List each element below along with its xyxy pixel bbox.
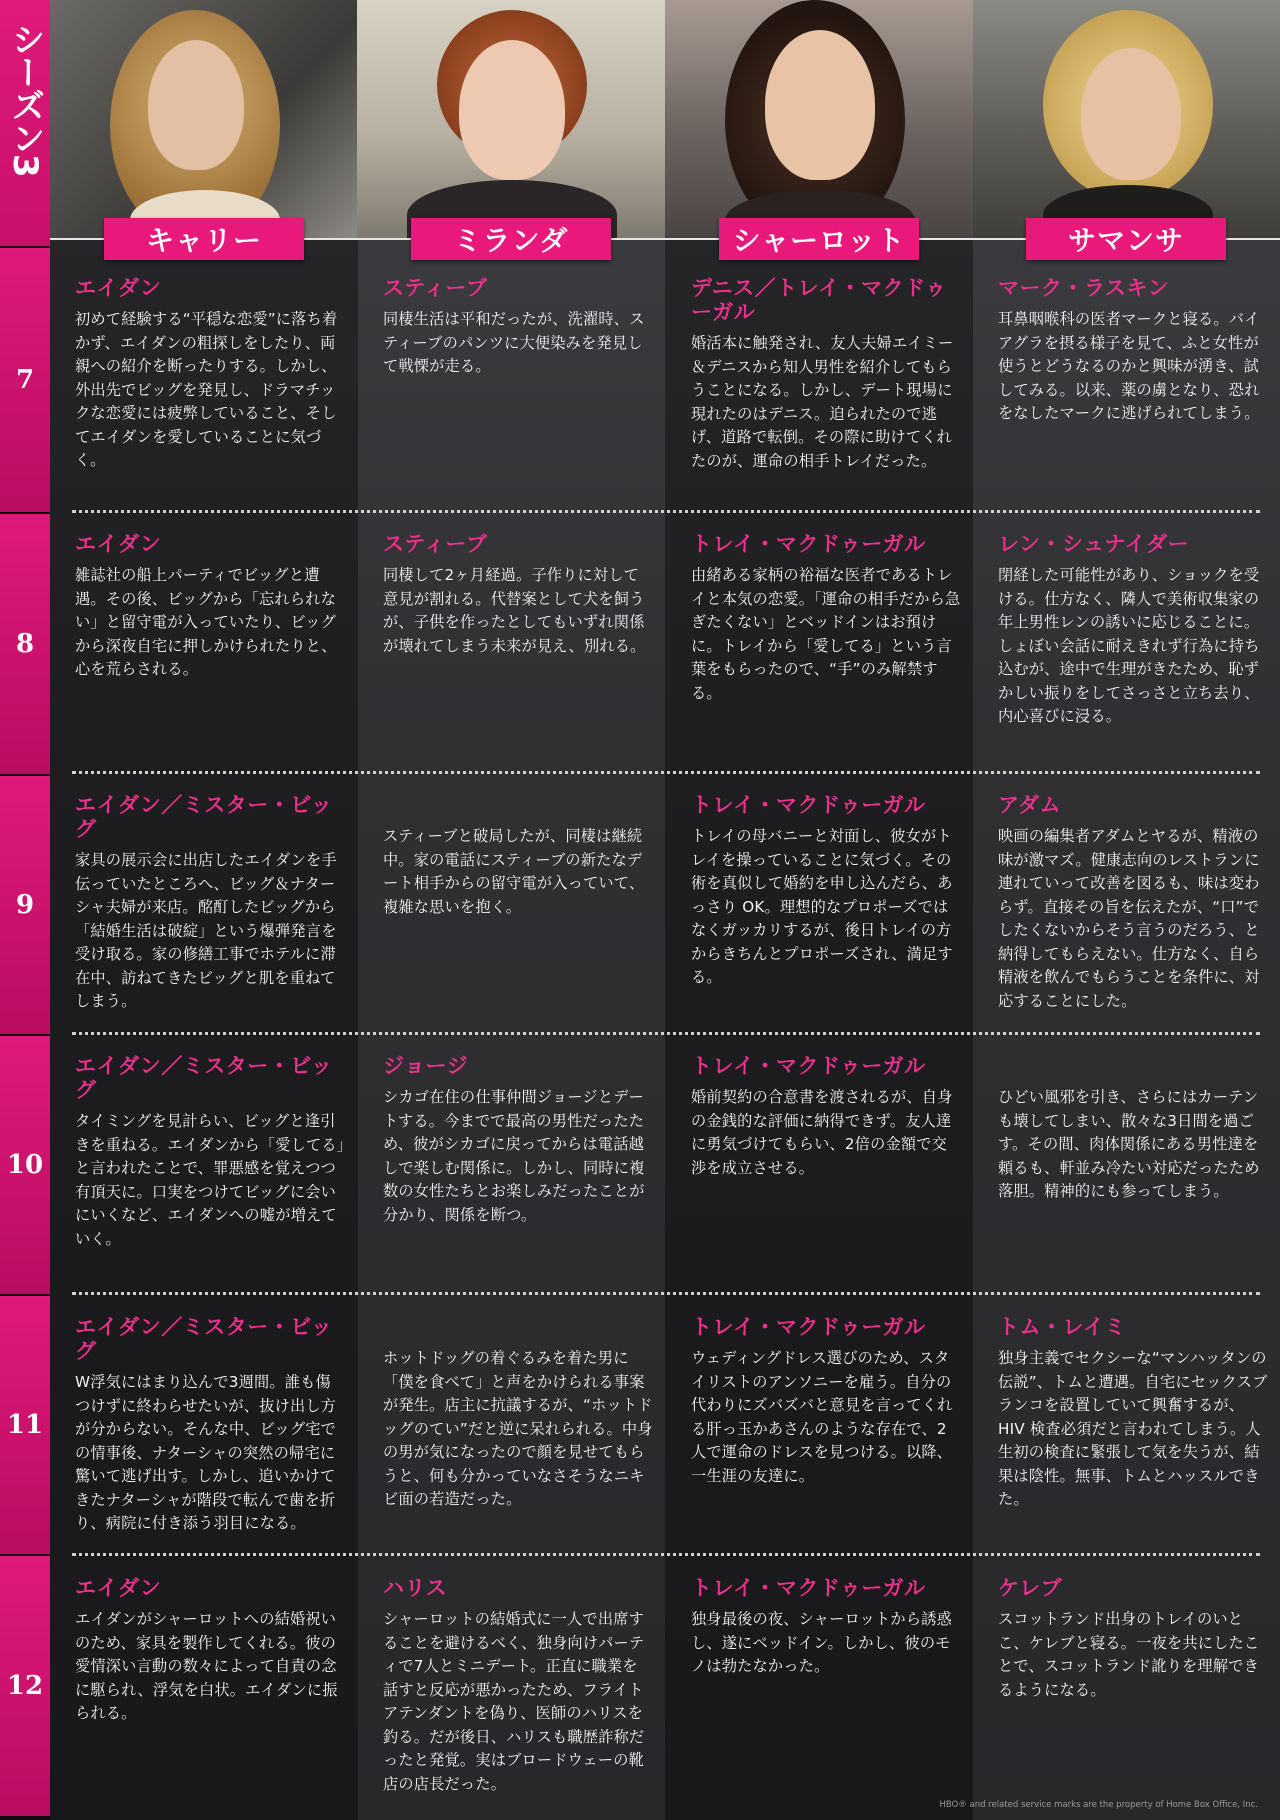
name-banner-samantha: サマンサ <box>1026 218 1226 260</box>
name-banner-carrie: キャリー <box>104 218 304 260</box>
episode-summary: ウェディングドレス選びのため、スタイリストのアンソニーを雇う。自分の代わりにズバズバと意見を言ってくれる肝っ玉かあさんのような存在で、2人で運命のドレスを見つける。以降、一生涯の友達に。 <box>691 1349 953 1485</box>
partner-name: トレイ・マクドゥーガル <box>691 1315 926 1339</box>
portrait-miranda <box>357 0 665 238</box>
episode-summary: スティーブと破局したが、同棲は継続中。家の電話にスティーブの新たなデート相手からの留守電が入っていて、複雑な思いを抱く。 <box>383 827 645 916</box>
episode-number: 12 <box>6 1671 44 1701</box>
cell-ep7-samantha <box>998 276 1268 426</box>
partner-name: エイダン <box>75 1576 162 1600</box>
episode-summary: 独身主義でセクシーな“マンハッタンの伝説”、トムと遭遇。自宅にセックスブランコを設置していて興奮するが、HIV 検査必須だと言われてしまう。人生初の検査に緊張して気を失うが、結果は陰性。無事、トムとハッスルできた。 <box>998 1349 1268 1508</box>
cell-ep11-carrie <box>75 1315 345 1536</box>
partner-name: スティーブ <box>383 532 488 556</box>
cell-ep10-carrie <box>75 1054 345 1251</box>
episode-summary: 映画の編集者アダムとヤるが、精液の味が激マズ。健康志向のレストランに連れていって改善を図るも、味は変わらず。直接その旨を伝えたが、“口”でしたくないからそう言うのだろう、と納得してもらえない。仕方なく、自ら精液を飲んでもらうことを条件に、対応することにした。 <box>998 827 1260 1010</box>
episode-marker-12 <box>0 1556 50 1816</box>
cell-ep10-miranda <box>383 1054 653 1227</box>
season-label: シーズン3 <box>5 22 45 177</box>
episode-summary: 耳鼻咽喉科の医者マークと寝る。バイアグラを摂る様子を見て、ふと女性が使うとどうなるのかと興味が湧き、試してみる。以来、薬の虜となり、恐れをなしたマークに逃げられてしまう。 <box>998 310 1260 422</box>
episode-summary: シャーロットの結婚式に一人で出席することを避けるべく、独身向けパーティで7人とミニデート。正直に職業を話すと反応が悪かったため、フライトアテンダントを偽り、医師のハリスを釣る。だが後日、ハリスも職歴詐称だったと発覚。実はブロードウェーの靴店の店長だった。 <box>383 1610 645 1793</box>
episode-summary: 婚前契約の合意書を渡されるが、自身の金銭的な評価に納得できず。友人達に勇気づけてもらい、2倍の金額で交渉を成立させる。 <box>691 1088 953 1177</box>
episode-marker-8 <box>0 514 50 774</box>
partner-name: アダム <box>998 793 1062 817</box>
partner-name: エイダン／ミスター・ビッグ <box>75 1054 333 1102</box>
sidebar <box>0 0 50 1820</box>
episode-number: 8 <box>15 629 35 659</box>
episode-summary: 同棲生活は平和だったが、洗濯時、スティーブのパンツに大便染みを発見して戦慄が走る。 <box>383 310 645 375</box>
partner-name: デニス／トレイ・マクドゥーガル <box>691 276 947 324</box>
portrait-strip <box>50 0 1280 240</box>
partner-name: トレイ・マクドゥーガル <box>691 1576 926 1600</box>
cell-ep10-charlotte <box>691 1054 961 1180</box>
partner-name: トレイ・マクドゥーガル <box>691 793 926 817</box>
cell-ep9-charlotte <box>691 793 961 990</box>
cell-ep7-charlotte <box>691 276 961 473</box>
episode-summary: 初めて経験する“平穏な恋愛”に落ち着かず、エイダンの粗探しをしたり、両親への紹介を断ったりする。しかし、外出先でビッグを発見し、ドラマチックな恋愛には疲弊していること、そしてエイダンを愛していることに気づく。 <box>75 310 338 469</box>
portrait-carrie <box>50 0 357 238</box>
cell-ep8-carrie <box>75 532 345 682</box>
cell-ep8-samantha <box>998 532 1268 729</box>
cell-ep7-miranda <box>383 276 653 379</box>
row-divider <box>72 1292 1260 1295</box>
partner-name: トレイ・マクドゥーガル <box>691 532 926 556</box>
episode-summary: エイダンがシャーロットへの結婚祝いのため、家具を製作してくれる。彼の愛情深い言動の数々によって自責の念に駆られ、浮気を白状。エイダンに振られる。 <box>75 1610 338 1722</box>
partner-name: ジョージ <box>383 1054 469 1078</box>
cell-ep9-carrie <box>75 793 345 1014</box>
partner-name: マーク・ラスキン <box>998 276 1170 300</box>
cell-ep11-charlotte <box>691 1315 961 1488</box>
episode-summary: 同棲して2ヶ月経過。子作りに対して意見が割れる。代替案として犬を飼うが、子供を作ったとしてもいずれ関係が壊れてしまう未来が見え、別れる。 <box>383 566 646 655</box>
episode-marker-11 <box>0 1296 50 1554</box>
episode-summary: ひどい風邪を引き、さらにはカーテンも壊してしまい、散々な3日間を過ごす。その間、肉体関係にある男性達を頼るも、軒並み冷たい対応だったため落胆。精神的にも参ってしまう。 <box>998 1088 1260 1200</box>
episode-marker-9 <box>0 776 50 1034</box>
episode-summary: 閉経した可能性があり、ショックを受ける。仕方なく、隣人で美術収集家の年上男性レンの誘いに応じることに。しょぼい会話に耐えきれず行為に持ち込むが、途中で生理がきたため、恥ずかしい振りをしてさっさと立ち去り、内心喜びに浸る。 <box>998 566 1260 725</box>
row-divider <box>72 1032 1260 1035</box>
cell-ep11-miranda <box>383 1347 653 1512</box>
partner-name: ケレブ <box>998 1576 1063 1600</box>
cell-ep9-miranda <box>383 825 653 919</box>
episode-summary: タイミングを見計らい、ビッグと逢引きを重ねる。エイダンから「愛してる」と言われたことで、罪悪感を覚えつつ有頂天に。口実をつけてビッグに会いにいくなど、エイダンへの嘘が増えていく。 <box>75 1112 345 1248</box>
partner-name: エイダン <box>75 276 162 300</box>
portrait-charlotte <box>665 0 973 238</box>
cell-ep7-carrie <box>75 276 345 473</box>
episode-marker-10 <box>0 1036 50 1294</box>
cell-ep12-miranda <box>383 1576 653 1796</box>
episode-summary: トレイの母バニーと対面し、彼女がトレイを操っていることに気づく。その術を真似して婚約を申し込んだら、あっさり OK。理想的なプロポーズではなくガッカリするが、後日トレイの方からきちんとプロポーズされ、満足する。 <box>691 827 953 986</box>
episode-summary: スコットランド出身のトレイのいとこ、ケレブと寝る。一夜を共にしたことで、スコットランド訛りを理解できるようになる。 <box>998 1610 1260 1699</box>
partner-name: エイダン／ミスター・ビッグ <box>75 793 333 841</box>
episode-summary: シカゴ在住の仕事仲間ジョージとデートする。今までで最高の男性だったため、彼がシカゴに戻ってからは電話越しで楽しむ関係に。しかし、同時に複数の女性たちとお楽しみだったことが分かり、関係を断つ。 <box>383 1088 645 1224</box>
cell-ep8-charlotte <box>691 532 961 705</box>
row-divider <box>72 771 1260 774</box>
episode-number: 11 <box>6 1410 44 1440</box>
portrait-samantha <box>973 0 1280 238</box>
partner-name: トレイ・マクドゥーガル <box>691 1054 926 1078</box>
partner-name: ハリス <box>383 1576 448 1600</box>
episode-number: 7 <box>15 365 35 395</box>
cell-ep9-samantha <box>998 793 1268 1013</box>
cell-ep12-charlotte <box>691 1576 961 1679</box>
episode-summary: 雑誌社の船上パーティでビッグと遭遇。その後、ビッグから「忘れられない」と留守電が入っていたり、ビッグから深夜自宅に押しかけられたりと、心を荒らされる。 <box>75 566 337 678</box>
episode-summary: W浮気にはまり込んで3週間。誰も傷つけずに終わらせたいが、抜け出し方が分からない。そんな中、ビッグ宅での情事後、ナターシャの突然の帰宅に驚いて逃げ出す。しかし、追いかけてきたナターシャが階段で転んで歯を折り、病院に付き添う羽目になる。 <box>75 1373 337 1532</box>
partner-name: トム・レイミ <box>998 1315 1126 1339</box>
episode-summary: 婚活本に触発され、友人夫婦エイミー＆デニスから知人男性を紹介してもらうことになる。しかし、デート現場に現れたのはデニス。迫られたので逃げ、道路で転倒。その際に助けてくれたのが、運命の相手トレイだった。 <box>691 334 954 470</box>
cell-ep10-samantha <box>998 1086 1268 1204</box>
partner-name: エイダン／ミスター・ビッグ <box>75 1315 333 1363</box>
episode-summary: 家具の展示会に出店したエイダンを手伝っていたところへ、ビッグ＆ナターシャ夫婦が来店。酩酊したビッグから「結婚生活は破綻」という爆弾発言を受け取る。家の修繕工事でホテルに滞在中、訪ねてきたビッグと肌を重ねてしまう。 <box>75 851 337 1010</box>
row-divider <box>72 510 1260 513</box>
cell-ep12-carrie <box>75 1576 345 1726</box>
cell-ep11-samantha <box>998 1315 1268 1512</box>
episode-summary: ホットドッグの着ぐるみを着た男に「僕を食べて」と声をかけられる事案が発生。店主に抗議するが、“ホットドッグのてい”だと逆に呆れられる。中身の男が気になったので顔を見せてもらうと、何も分かっていなさそうなニキビ面の若造だった。 <box>383 1349 653 1508</box>
row-divider <box>72 1553 1260 1556</box>
name-banner-miranda: ミランダ <box>411 218 611 260</box>
partner-name: レン・シュナイダー <box>998 532 1190 556</box>
episode-summary: 由緒ある家柄の裕福な医者であるトレイと本気の恋愛。「運命の相手だから急ぎたくない」とベッドインはお預けに。トレイから「愛してる」という言葉をもらったので、“手”のみ解禁する。 <box>691 566 961 702</box>
partner-name: スティーブ <box>383 276 488 300</box>
episode-marker-7 <box>0 248 50 512</box>
episode-summary: 独身最後の夜、シャーロットから誘惑し、遂にベッドイン。しかし、彼のモノは勃たなかった。 <box>691 1610 952 1675</box>
copyright-note: HBO® and related service marks are the property of Home Box Office, Inc. <box>939 1800 1258 1810</box>
name-banner-charlotte: シャーロット <box>719 218 919 260</box>
episode-number: 10 <box>6 1150 44 1180</box>
episode-number: 9 <box>15 890 35 920</box>
cell-ep12-samantha <box>998 1576 1268 1702</box>
season-badge <box>0 0 50 246</box>
cell-ep8-miranda <box>383 532 653 658</box>
partner-name: エイダン <box>75 532 162 556</box>
